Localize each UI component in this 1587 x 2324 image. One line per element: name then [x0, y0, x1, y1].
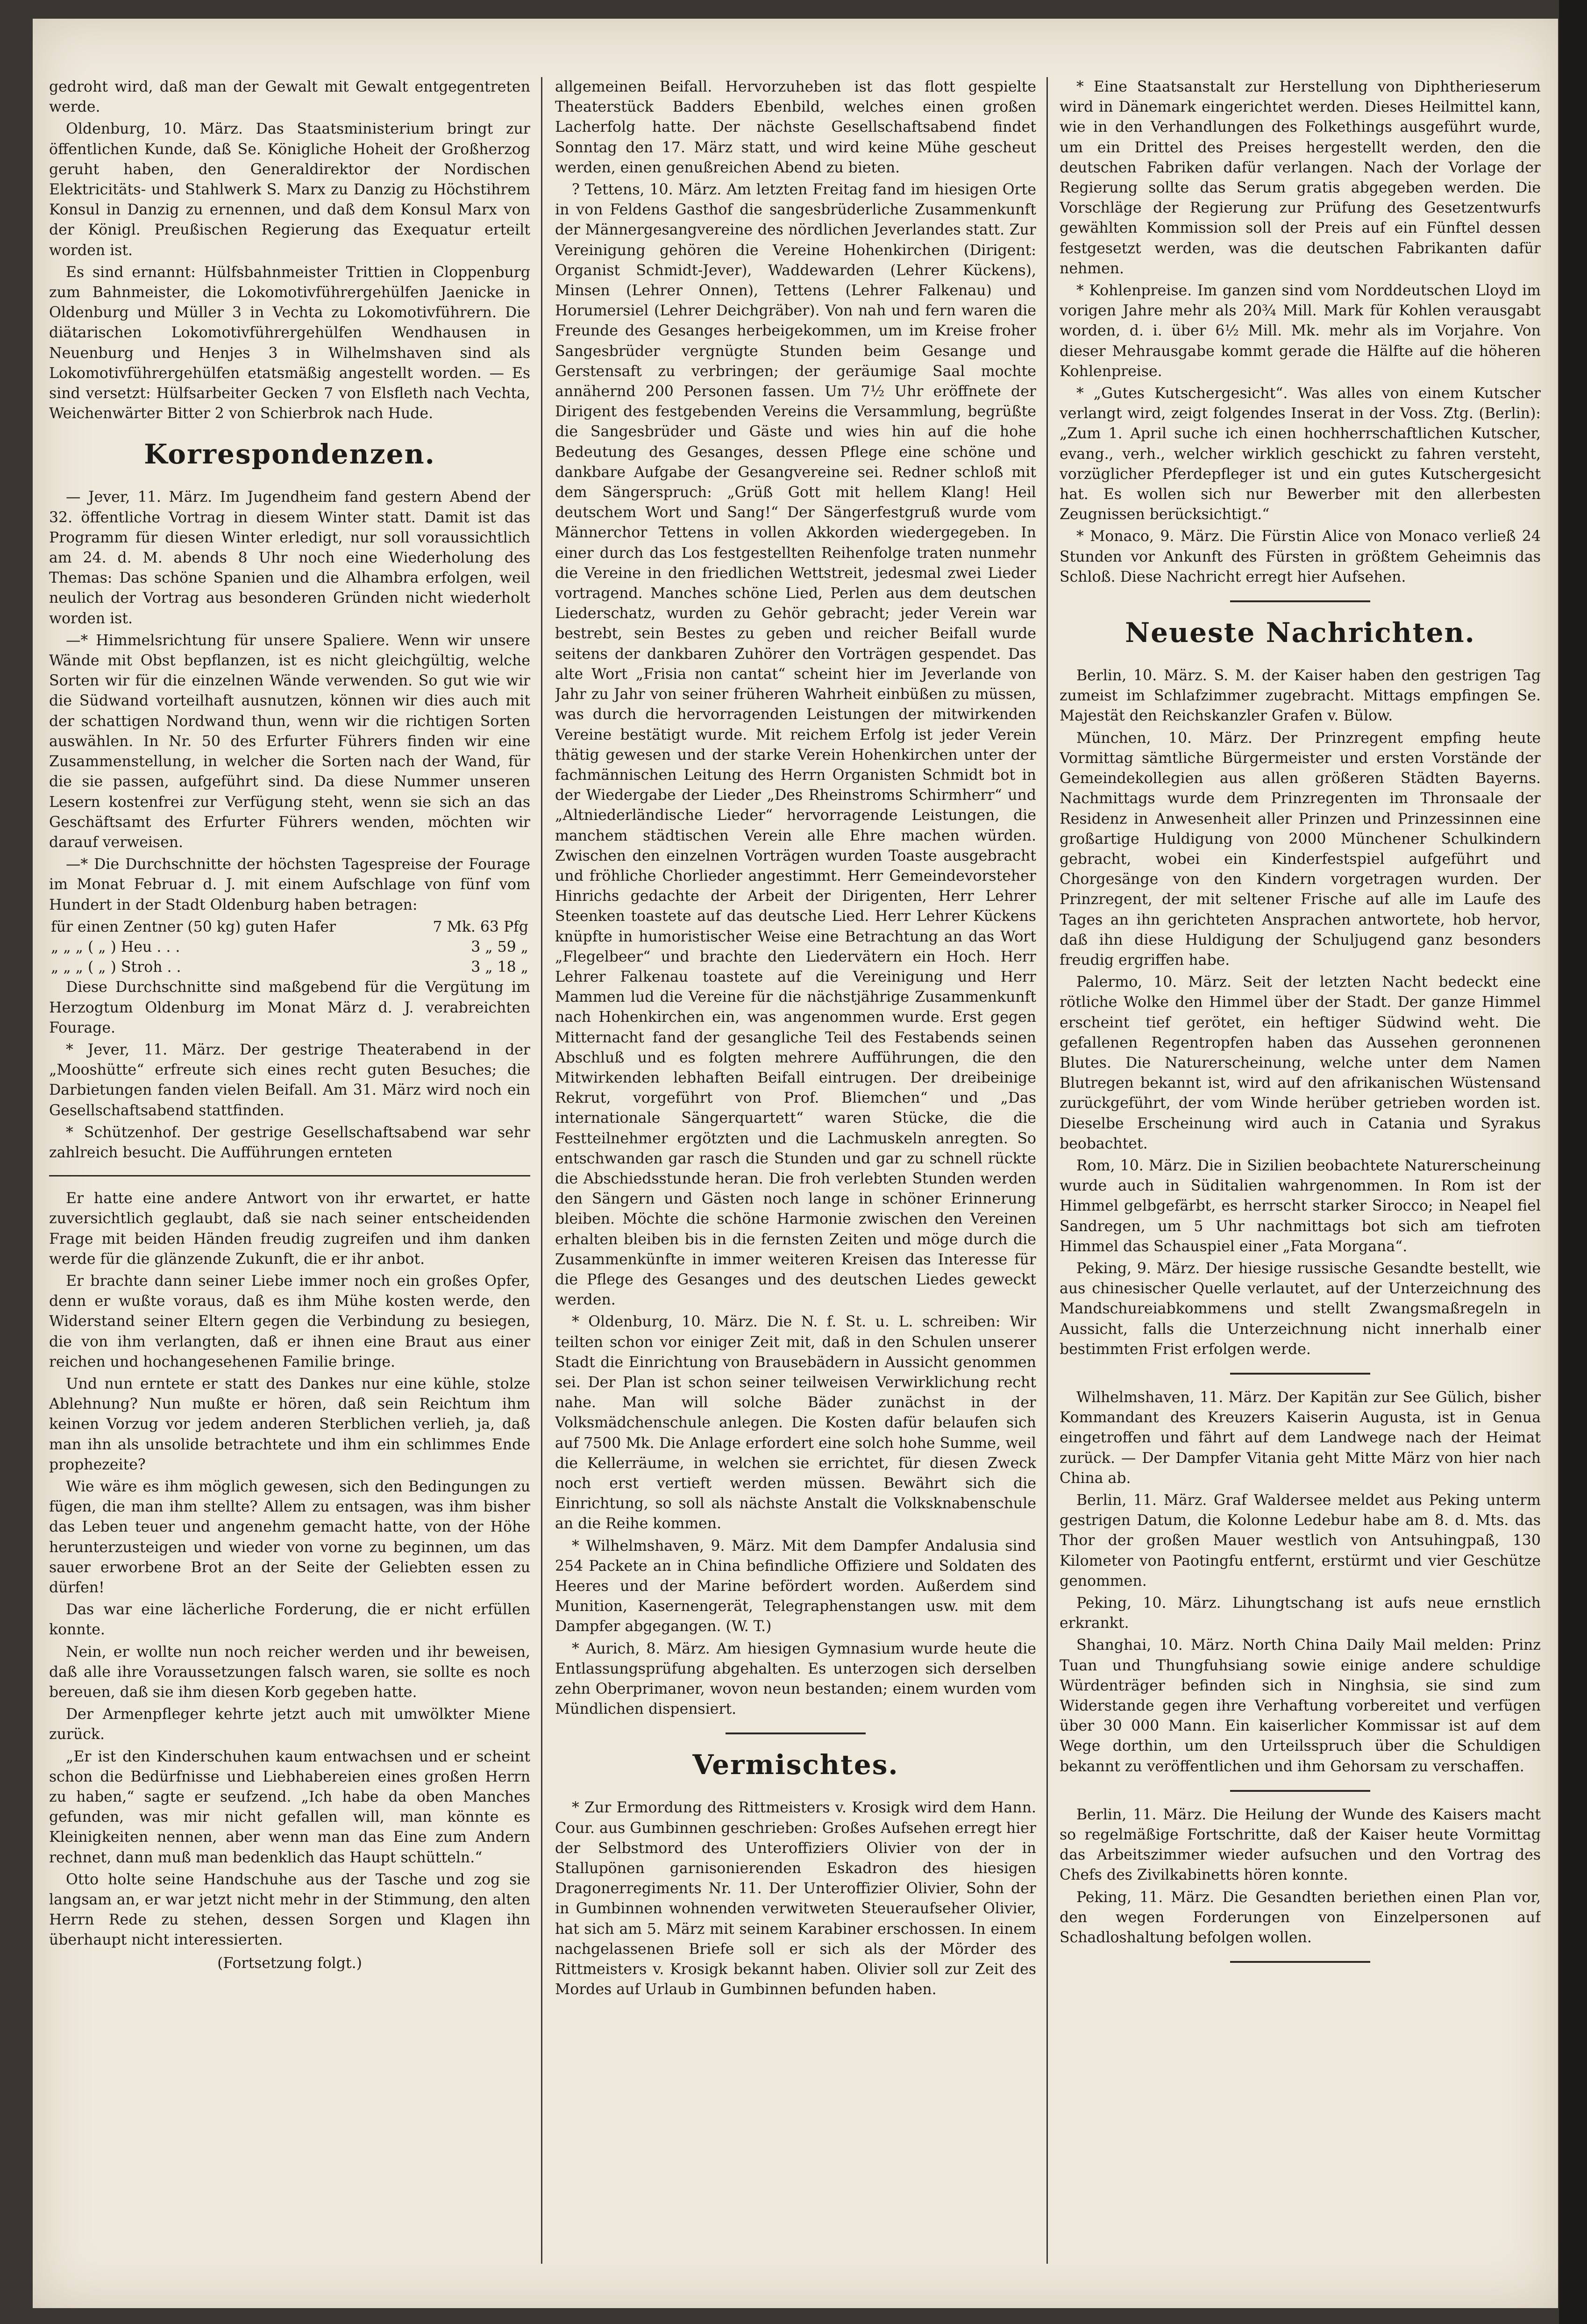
table-cell: 3 „ 18 „ — [471, 959, 528, 976]
news-item: Rom, 10. März. Die in Sizilien beobachtete Naturerscheinung wurde auch in Süditalien wahrgenommen. In Rom ist der Himmel gelbgefärbt, es herrscht starker Sirocco; in Neapel fiel Sandregen, um 5 Uhr nachmittags bot sich am tiefroten Himmel das Schauspiel einer „Fata Morgana“. — [1060, 1157, 1541, 1255]
article-text: * Schützenhof. Der gestrige Gesellschaftsabend war sehr zahlreich besucht. Die Aufführungen ernteten — [49, 1124, 530, 1161]
article-text: Oldenburg, 10. März. Das Staatsministerium bringt zur öffentlichen Kunde, daß Se. Königliche Hoheit der Großherzog geruht haben, den Generaldirektor der Nordischen Elektricitäts- und Stahlwerk S. Marx zu Danzig zu Höchstihrem Konsul in Danzig zu ernennen, und daß dem Konsul Marx von der Königl. Preußischen Regierung das Exequatur erteilt worden ist. — [49, 121, 530, 259]
article-text: — Jever, 11. März. Im Jugendheim fand gestern Abend der 32. öffentliche Vortrag in diesem Winter statt. Damit ist das Programm für diesen Winter erledigt, nur soll voraussichtlich am 24. d. M. abends 8 Uhr noch eine Wiederholung des Themas: Das schöne Spanien und die Alhambra erfolgen, weil neulich der Vortrag aus besonderen Gründen nicht wiederholt worden ist. — [49, 489, 530, 627]
feuilleton-text: Der Armenpfleger kehrte jetzt auch mit umwölkter Miene zurück. — [49, 1706, 530, 1743]
article-text: * Monaco, 9. März. Die Fürstin Alice von Monaco verließ 24 Stunden vor Ankunft des Fürsten in größtem Geheimnis das Schloß. Diese Nachricht erregt hier Aufsehen. — [1060, 528, 1541, 585]
table-row — [49, 917, 530, 937]
section-heading: Vermischtes. — [692, 1749, 899, 1781]
article-text: * Jever, 11. März. Der gestrige Theaterabend in der „Mooshütte“ erfreute sich eines recht guten Besuches; die Darbietungen fanden vielen Beifall. Am 31. März wird noch ein Gesellschaftsabend stattfinden. — [49, 1041, 530, 1119]
divider — [1230, 1790, 1370, 1792]
feuilleton-text: Er hatte eine andere Antwort von ihr erwartet, er hatte zuversichtlich geglaubt, daß sie nach seiner entscheidenden Frage mit beiden Händen freudig zugreifen und ihm danken werde für die glänzende Zukunft, die er ihr anbot. — [49, 1190, 530, 1268]
divider — [1230, 1373, 1370, 1375]
feuilleton-text: „Er ist den Kinderschuhen kaum entwachsen und er scheint schon die Bedürfnisse und Liebhabereien eines großen Herrn zu haben,“ sagte er seufzend. „Ich habe da oben Manches gefunden, was mir nicht gefallen will, man könnte es Kleinigkeiten nennen, aber wenn man das Eine zum Andern rechnet, dann muß man bedenklich das Haupt schütteln.“ — [49, 1748, 530, 1866]
news-item: Palermo, 10. März. Seit der letzten Nacht bedeckt eine rötliche Wolke den Himmel über der Stadt. Der ganze Himmel erscheint tief gerötet, ein heftiger Südwind weht. Die gefallenen Regentropfen haben das Aussehen geronnenen Blutes. Die Naturerscheinung, welche unter dem Namen Blutregen bekannt ist, wird auf den afrikanischen Wüstensand zurückgeführt, der vom Winde herüber getrieben worden ist. Dieselbe Erscheinung wird auch in Catania und Syrakus beobachtet. — [1060, 974, 1541, 1152]
column-middle — [555, 77, 1036, 2254]
scan-edge — [1559, 0, 1587, 2324]
divider — [726, 1732, 866, 1734]
price-table — [49, 917, 530, 978]
table-cell: 7 Mk. 63 Pfg — [433, 918, 528, 935]
article-text: Diese Durchschnitte sind maßgebend für die Vergütung im Herzogtum Oldenburg im Monat März d. J. verabreichten Fourage. — [49, 979, 530, 1036]
table-cell: „ „ „ ( „ ) Stroh . . — [51, 959, 181, 976]
column-rule — [1046, 77, 1048, 2264]
news-item: München, 10. März. Der Prinzregent empfing heute Vormittag sämtliche Bürgermeister und ersten Vorstände der Gemeindekollegien aus allen größeren Städten Bayerns. Nachmittags wurde dem Prinzregenten im Thronsaale der Residenz in Anwesenheit aller Prinzen und Prinzessinnen eine großartige Huldigung von 2000 Münchener Schulkindern gebracht, wobei ein Kinderfestspiel aufgeführt und Chorgesänge von den Kindern vorgetragen wurden. Der Prinzregent, der mit seltener Frische auf alle im Laufe des Tages an ihn gerichteten Ansprachen antwortete, hob hervor, daß ihn diese Huldigung der Schuljugend ganz besonders freudig ergriffen habe. — [1060, 729, 1541, 969]
news-item: Peking, 9. März. Der hiesige russische Gesandte bestellt, wie aus chinesischer Quelle verlautet, auf der Unterzeichnung des Mandschureiabkommens und stellt Zwangsmaßregeln in Aussicht, falls die Unterzeichnung nicht innerhalb einer bestimmten Frist erfolgen werde. — [1060, 1260, 1541, 1358]
article-text: * Wilhelmshaven, 9. März. Mit dem Dampfer Andalusia sind 254 Packete an in China befindliche Offiziere und Soldaten des Heeres und der Marine befördert worden. Außerdem sind Munition, Kasernengerät, Telegraphenstangen usw. mit dem Dampfer abgegangen. (W. T.) — [555, 1537, 1036, 1635]
column-rule — [541, 77, 542, 2264]
news-item: Peking, 11. März. Die Gesandten beriethen einen Plan vor, den wegen Forderungen von Einzelpersonen auf Schadloshaltung befolgen wollen. — [1060, 1889, 1541, 1946]
feuilleton-text: Nein, er wollte nun noch reicher werden und ihr beweisen, daß alle ihre Voraussetzungen falsch waren, sie sollte es noch bereuen, daß sie ihm diesen Korb gegeben hatte. — [49, 1643, 530, 1701]
article-text: gedroht wird, daß man der Gewalt mit Gewalt entgegentreten werde. — [49, 78, 530, 116]
article-text: allgemeinen Beifall. Hervorzuheben ist das flott gespielte Theaterstück Badders Ebenbild, welches einen großen Lacherfolg hatte. Der nächste Gesellschaftsabend findet Sonntag den 17. März statt, und wird keine Mühe gescheut werden, einen genußreichen Abend zu bieten. — [555, 78, 1036, 176]
table-cell: 3 „ 59 „ — [471, 938, 528, 955]
divider — [1230, 1961, 1370, 1963]
column-left — [49, 77, 530, 2254]
table-row — [49, 937, 530, 957]
section-heading: Neueste Nachrichten. — [1125, 617, 1475, 649]
feuilleton-text: Das war eine lächerliche Forderung, die er nicht erfüllen konnte. — [49, 1601, 530, 1639]
feuilleton-text: Und nun erntete er statt des Dankes nur eine kühle, stolze Ablehnung? Nun mußte er hören, daß sein Reichtum ihm keinen Vorzug vor jedem anderen Sterblichen verlieh, ja, daß man ihn als unsolide betrachtete und ihm ein schlimmes Ende prophezeite? — [49, 1375, 530, 1473]
section-heading: Korrespondenzen. — [144, 438, 435, 471]
news-item: Berlin, 11. März. Die Heilung der Wunde des Kaisers macht so regelmäßige Fortschritte, daß der Kaiser heute Vormittag das Arbeitszimmer wieder aufsuchen und den Vortrag des Chefs des Zivilkabinetts hören konnte. — [1060, 1806, 1541, 1884]
article-text: * Oldenburg, 10. März. Die N. f. St. u. L. schreiben: Wir teilten schon vor einiger Zeit mit, daß in den Schulen unserer Stadt die Einrichtung von Brausebädern in Aussicht genommen sei. Der Plan ist schon seiner teilweisen Verwirklichung recht nahe. Man will solche Bäder zunächst in der Volksmädchenschule anlegen. Die Kosten dafür belaufen sich auf 7500 Mk. Die Anlage erfordert eine solch hohe Summe, weil die Kellerräume, in welchen sie errichtet, für diesen Zweck noch erst vertieft werden müssen. Bewährt sich die Einrichtung, so soll als nächste Anstalt die Volksknabenschule an die Reihe kommen. — [555, 1313, 1036, 1533]
feuilleton-text: Wie wäre es ihm möglich gewesen, sich den Bedingungen zu fügen, die man ihm stellte? Allem zu entsagen, was ihm bisher das Leben teuer und angenehm gemacht hatte, von der Höhe herunterzusteigen und wieder von vorne zu beginnen, um das sauer erworbene Brot an der Seite der Geliebten essen zu dürfen! — [49, 1478, 530, 1597]
table-cell: für einen Zentner (50 kg) guten Hafer — [51, 918, 336, 935]
table-row — [49, 957, 530, 977]
divider — [1230, 600, 1370, 602]
continuation-note: (Fortsetzung folgt.) — [217, 1954, 362, 1972]
news-item: Wilhelmshaven, 11. März. Der Kapitän zur See Gülich, bisher Kommandant des Kreuzers Kaiserin Augusta, ist in Genua eingetroffen und fährt auf dem Landwege nach der Heimat zurück. — Der Dampfer Vitania geht Mitte März von hier nach China ab. — [1060, 1389, 1541, 1487]
feuilleton-text: Otto holte seine Handschuhe aus der Tasche und zog sie langsam an, er war jetzt nicht mehr in der Stimmung, den alten Herrn Rede zu stehen, dessen Sorgen und Klagen ihn überhaupt nicht interessierten. — [49, 1871, 530, 1949]
news-item: Berlin, 10. März. S. M. der Kaiser haben den gestrigen Tag zumeist im Schlafzimmer zugebracht. Mittags empfingen Se. Majestät den Reichskanzler Grafen v. Bülow. — [1060, 667, 1541, 725]
article-text: * Zur Ermordung des Rittmeisters v. Krosigk wird dem Hann. Cour. aus Gumbinnen geschrieben: Großes Aufsehen erregt hier der Selbstmord des Unteroffiziers Olivier von der in Stallupönen garnisonierenden Eskadron des hiesigen Dragonerregiments Nr. 11. Der Unteroffizier Olivier, Sohn der in Gumbinnen wohnenden verwitweten Steueraufseher Olivier, hat sich am 5. März mit seinem Karabiner erschossen. In einem nachgelassenen Briefe soll er sich als der Mörder des Rittmeisters v. Krosigk bekannt haben. Olivier soll zur Zeit des Mordes auf Urlaub in Gumbinnen befunden haben. — [555, 1799, 1036, 1998]
column-right — [1060, 77, 1541, 2254]
table-cell: „ „ „ ( „ ) Heu . . . — [51, 938, 180, 955]
article-text: * Aurich, 8. März. Am hiesigen Gymnasium wurde heute die Entlassungsprüfung abgehalten. Es unterzogen sich derselben zehn Oberprimaner, wovon neun bestanden; einem wurden vom Mündlichen dispensiert. — [555, 1640, 1036, 1718]
news-item: Shanghai, 10. März. North China Daily Mail melden: Prinz Tuan und Thungfuhsiang sowie einige andere schuldige Würdenträger befinden sich in Ninghsia, sie sind zum Widerstande gegen ihre Verhaftung vorbereitet und verfügen über 30 000 Mann. Ein kaiserlicher Kommissar ist auf dem Wege dorthin, um den Urteilsspruch über die Schuldigen bekannt zu veröffentlichen und ihm Gehorsam zu verschaffen. — [1060, 1637, 1541, 1775]
feuilleton-text: Er brachte dann seiner Liebe immer noch ein großes Opfer, denn er wußte voraus, daß es ihm Mühe kosten werde, den Widerstand seiner Eltern gegen die Verbindung zu besiegen, die von ihm verlangten, daß er ihnen eine Braut aus einer reichen und hochangesehenen Familie bringe. — [49, 1272, 530, 1370]
article-text: * Eine Staatsanstalt zur Herstellung von Diphtherieserum wird in Dänemark eingerichtet werden. Dieses Heilmittel kann, wie in den Verhandlungen des Folkethings ausgeführt wurde, um ein Drittel des Preises hergestellt werden, den die deutschen Fabriken dafür verlangen. Nach der Vorlage der Regierung sollte das Serum gratis abgegeben werden. Die Vorschläge der Regierung zur Prüfung des Gesetzentwurfs gewählten Kommission soll der Preis auf ein Fünftel dessen festgesetzt werden, was die deutschen Fabrikanten dafür nehmen. — [1060, 78, 1541, 277]
article-text: * „Gutes Kutschergesicht“. Was alles von einem Kutscher verlangt wird, zeigt folgendes Inserat in der Voss. Ztg. (Berlin): „Zum 1. April suche ich einen hochherrschaftlichen Kutscher, evang., verh., welcher wirklich geschickt zu fahren versteht, vorzüglicher Pferdepfleger ist und ein gutes Kutschergesicht hat. Es wollen sich nur Bewerber mit den allerbesten Zeugnissen berücksichtigt.“ — [1060, 385, 1541, 523]
article-text: —* Die Durchschnitte der höchsten Tagespreise der Fourage im Monat Februar d. J. mit einem Aufschlage von fünf vom Hundert in der Stadt Oldenburg haben betragen: — [49, 856, 530, 913]
article-text: * Kohlenpreise. Im ganzen sind vom Norddeutschen Lloyd im vorigen Jahre mehr als 20¾ Mill. Mark für Kohlen verausgabt worden, d. i. über 6½ Mill. Mk. mehr als im Vorjahre. Von dieser Mehrausgabe kommt gerade die Hälfte auf die höheren Kohlenpreise. — [1060, 282, 1541, 380]
article-text: ? Tettens, 10. März. Am letzten Freitag fand im hiesigen Orte in von Feldens Gasthof die sangesbrüderliche Zusammenkunft der Männergesangvereine des nördlichen Jeverlandes statt. Zur Vereinigung gehören die Vereine Hohenkirchen (Dirigent: Organist Schmidt-Jever), Waddewarden (Lehrer Kückens), Minsen (Lehrer Onnen), Tettens (Lehrer Falkenau) und Horumersiel (Lehrer Deichgräber). Von nah und fern waren die Freunde des Gesanges herbeigekommen, um im Kreise froher Sangesbrüder vergnügte Stunden beim Gesange und Gerstensaft zu verbringen; der geräumige Saal mochte annähernd 200 Personen fassen. Um 7½ Uhr eröffnete der Dirigent des festgebenden Vereins die Versammlung, begrüßte die Sangesbrüder und Gäste und wies hin auf die hohe Bedeutung des Gesanges, dessen Pflege eine schöne und dankbare Aufgabe der Gesangvereine sei. Redner schloß mit dem Sängerspruch: „Grüß Gott mit hellem Klang! Heil deutschem Wort und Sang!“ Der Sängerfestgruß wurde vom Männerchor Tettens in vollen Akkorden wiedergegeben. In einer durch das Los festgestellten Reihenfolge traten nunmehr die Vereine in den friedlichen Wettstreit, jedesmal zwei Lieder vortragend. Manches schöne Lied, Perlen aus dem deutschen Liederschatz, wurden zu Gehör gebracht; jeder Verein war bestrebt, sein Bestes zu geben und reicher Beifall wurde seitens der dankbaren Zuhörer den Vorträgen gespendet. Das alte Wort „Frisia non cantat“ scheint hier im Jeverlande von Jahr zu Jahr von seiner früheren Wahrheit einbüßen zu müssen, was durch die hervorragenden Leistungen der mitwirkenden Vereine bestätigt wurde. Mit reichem Erfolg ist jeder Verein thätig gewesen und der starke Verein Hohenkirchen unter der fachmännischen Leitung des Herrn Organisten Schmidt bot in der Wiedergabe der Lieder „Des Rheinstroms Schirmherr“ und „Altniederländische Lieder“ hervorragende Leistungen, die manchem städtischen Verein alle Ehre machen würden. Zwischen den einzelnen Vorträgen wurden Toaste ausgebracht und fröhliche Chorlieder angestimmt. Herr Gemeindevorsteher Hinrichs gedachte der Arbeit der Dirigenten, Herr Lehrer Steenken toastete auf das deutsche Lied. Herr Lehrer Kückens knüpfte in humoristischer Weise eine Betrachtung an das Wort „Flegelbeer“ und brachte den Liedervätern ein Hoch. Herr Lehrer Falkenau toastete auf die Vereinigung und Herr Mammen lud die Vereine für die nächstjährige Zusammenkunft nach Hohenkirchen ein, was angenommen wurde. Erst gegen Mitternacht fand der gesangliche Teil des Festabends seinen Abschluß und es folgten mehrere Aufführungen, die den Mitwirkenden lebhaften Beifall eintrugen. Der dreibeinige Rekrut, vorgeführt von Prof. Bliemchen“ und „Das internationale Sängerquartett“ waren Stücke, die die Festteilnehmer ergötzten und die Lachmuskeln anregten. So entschwanden gar rasch die Stunden und gar zu schnell rückte die Abschiedsstunde heran. Die froh verlebten Stunden werden den Sängern und Gästen noch lange in schöner Erinnerung bleiben. Möchte die schöne Harmonie zwischen den Vereinen erhalten bleiben bis in die fernsten Zeiten und möge durch die Zusammenkünfte in immer weiteren Kreisen das Interesse für die Pflege des Gesanges und des deutschen Liedes geweckt werden. — [555, 181, 1036, 1309]
news-item: Peking, 10. März. Lihungtschang ist aufs neue ernstlich erkrankt. — [1060, 1595, 1541, 1632]
article-text: —* Himmelsrichtung für unsere Spaliere. Wenn wir unsere Wände mit Obst bepflanzen, ist es nicht gleichgültig, welche Sorten wir für die einzelnen Wände verwenden. So gut wie wir die Südwand vorteilhaft ausnutzen, können wir dies auch mit der schattigen Nordwand thun, wenn wir die richtigen Sorten auswählen. In Nr. 50 des Erfurter Führers finden wir eine Zusammenstellung, in welcher die Sorten nach der Wand, für die sie passen, aufgeführt sind. Da diese Nummer unseren Lesern kostenfrei zur Verfügung steht, wenn sie sich an das Geschäftsamt des Erfurter Führers wenden, möchten wir darauf verweisen. — [49, 632, 530, 851]
divider — [49, 1175, 530, 1176]
news-item: Berlin, 11. März. Graf Waldersee meldet aus Peking unterm gestrigen Datum, die Kolonne Ledebur habe am 8. d. Mts. das Thor der großen Mauer westlich von Antsuhingpaß, 130 Kilometer von Paotingfu entfernt, erstürmt und vier Geschütze genommen. — [1060, 1492, 1541, 1590]
article-text: Es sind ernannt: Hülfsbahnmeister Trittien in Cloppenburg zum Bahnmeister, die Lokomotivführergehülfen Jaenicke in Oldenburg und Müller 3 in Vechta zu Lokomotivführern. Die diätarischen Lokomotivführergehülfen Wendhausen in Neuenburg und Henjes 3 in Wilhelmshaven sind als Lokomotivführergehülfen etatsmäßig angestellt worden. — Es sind versetzt: Hülfsarbeiter Gecken 7 von Elsfleth nach Vechta, Weichenwärter Bitter 2 von Schierbrok nach Hude. — [49, 264, 530, 422]
